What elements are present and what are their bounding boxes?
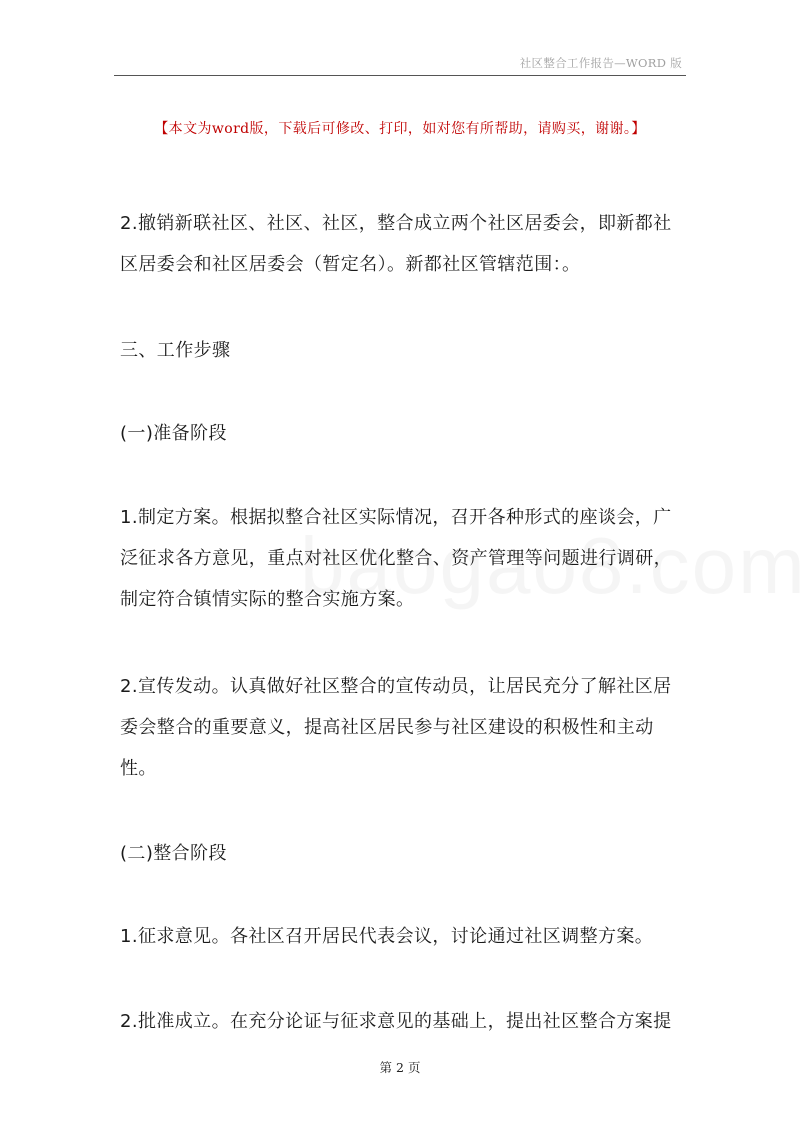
paragraph-item-2 (120, 203, 688, 285)
text-line: 制定符合镇情实际的整合实施方案。 (120, 589, 415, 610)
header-title: 社区整合工作报告—WORD 版 (519, 56, 682, 70)
paragraph-publicity (120, 666, 688, 789)
text-line: 三、工作步骤 (120, 340, 231, 361)
text-line: (一)准备阶段 (120, 423, 227, 444)
text-line: 泛征求各方意见，重点对社区优化整合、资产管理等问题进行调研， (120, 548, 672, 569)
text-line: 2.宣传发动。认真做好社区整合的宣传动员，让居民充分了解社区居 (120, 676, 672, 697)
paragraph-approval (120, 1001, 688, 1042)
text-line: 1.征求意见。各社区召开居民代表会议，讨论通过社区调整方案。 (120, 926, 654, 947)
paragraph-make-plan (120, 497, 688, 620)
paragraph-solicit-opinions (120, 916, 688, 957)
subsection-heading-integration (120, 833, 688, 874)
text-line: 性。 (120, 758, 157, 779)
header-divider (114, 75, 686, 76)
text-line: (二)整合阶段 (120, 843, 227, 864)
text-line: 2.批准成立。在充分论证与征求意见的基础上，提出社区整合方案提 (120, 1011, 672, 1032)
page-number: 第 2 页 (379, 1060, 421, 1075)
subsection-heading-preparation (120, 413, 688, 454)
section-heading-steps (120, 330, 688, 371)
text-line: 委会整合的重要意义，提高社区居民参与社区建设的积极性和主动 (120, 717, 654, 738)
text-line: 区居委会和社区居委会（暂定名）。新都社区管辖范围：。 (120, 254, 581, 275)
text-line: 2.撤销新联社区、社区、社区，整合成立两个社区居委会，即新都社 (120, 213, 672, 234)
text-line: 1.制定方案。根据拟整合社区实际情况，召开各种形式的座谈会，广 (120, 507, 672, 528)
purchase-notice: 【本文为word版，下载后可修改、打印，如对您有所帮助，请购买，谢谢。】 (154, 121, 646, 137)
